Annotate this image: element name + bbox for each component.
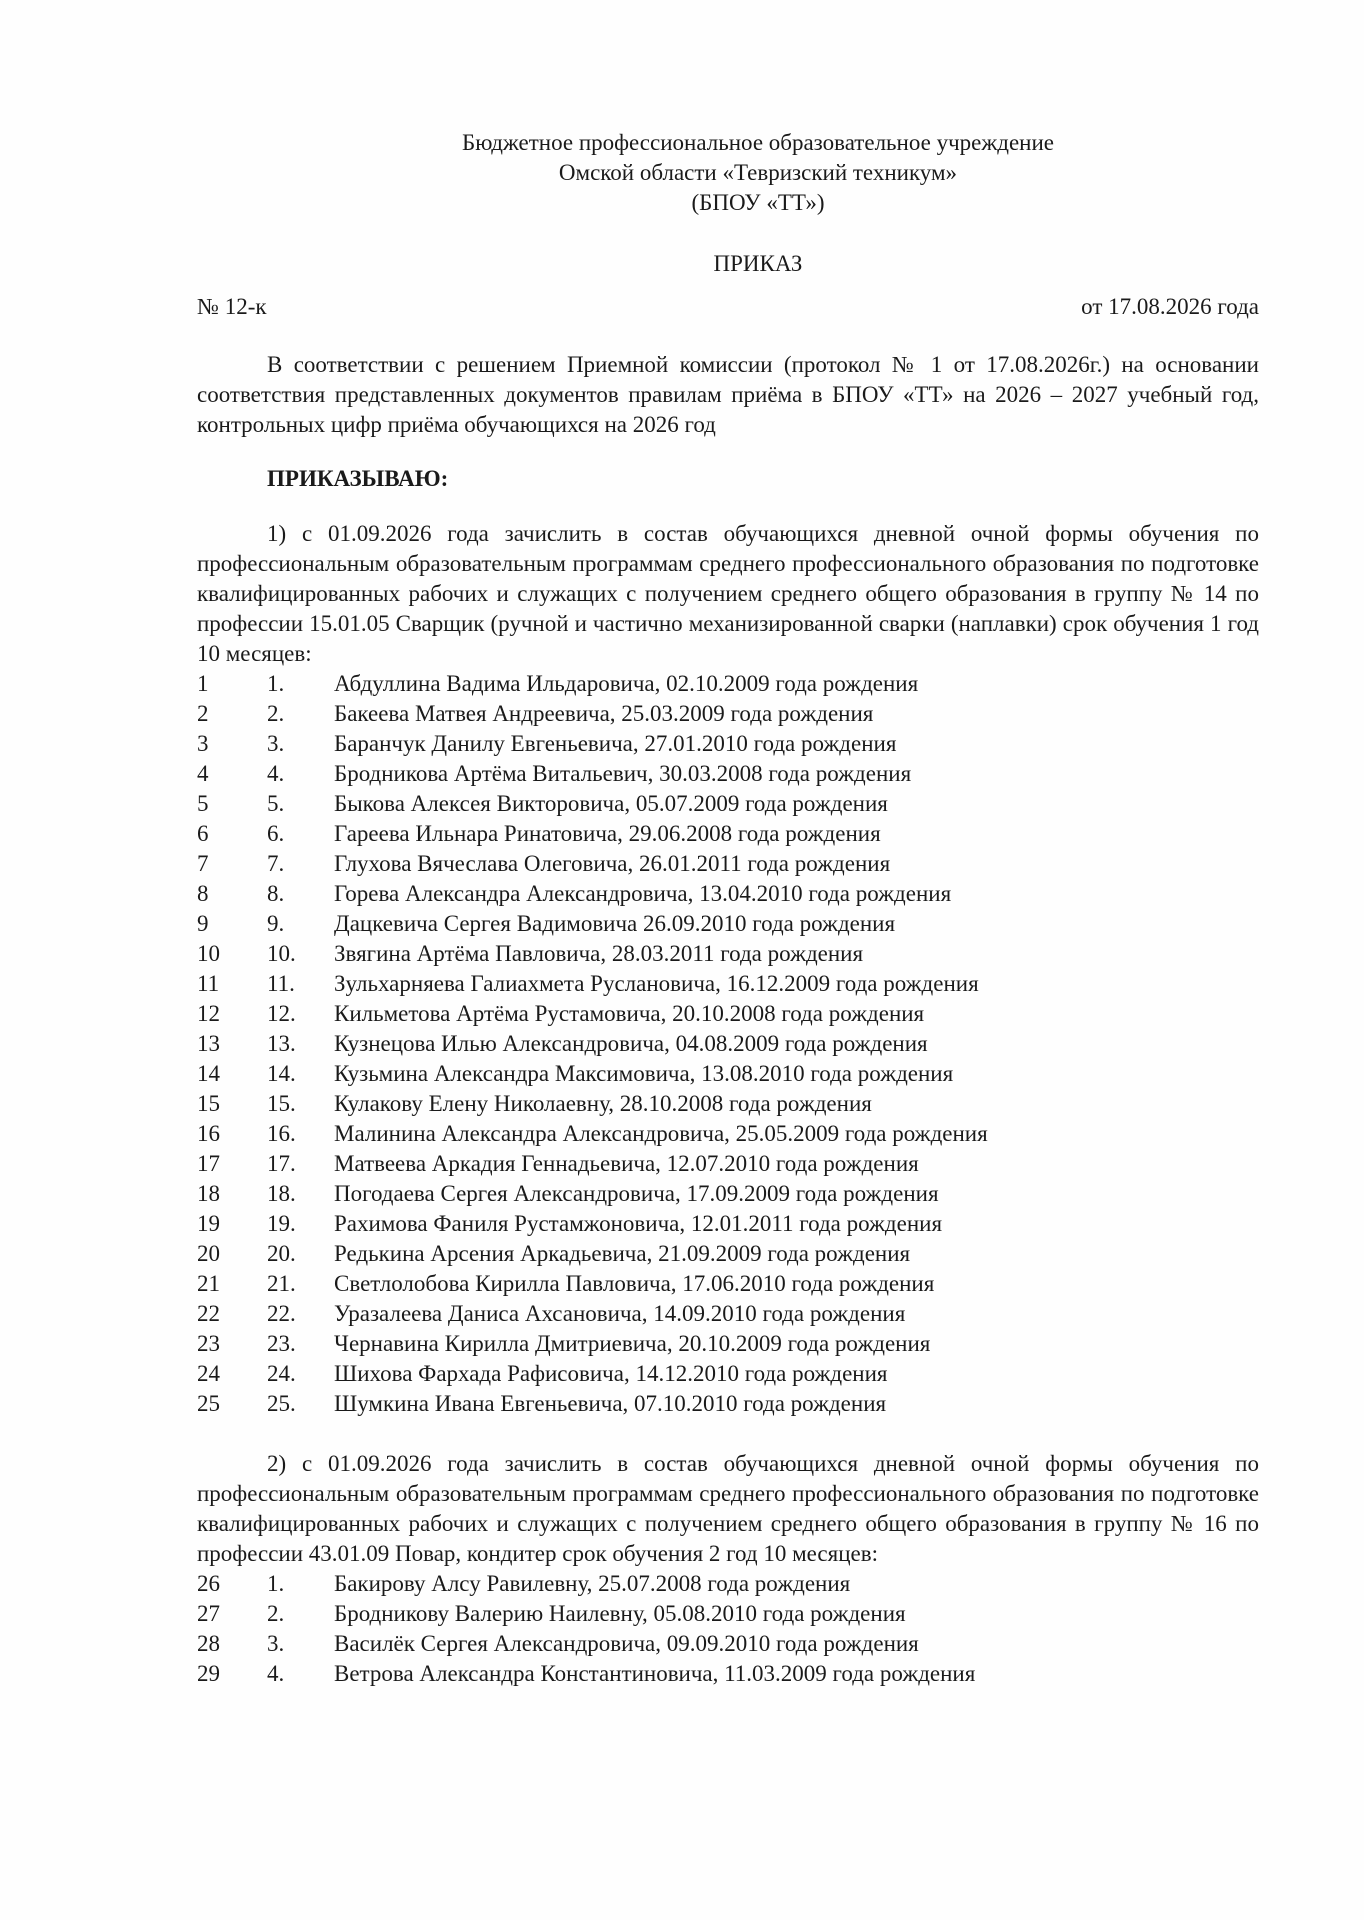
global-number: 11 <box>197 971 220 996</box>
global-number: 28 <box>197 1631 220 1656</box>
list-item <box>197 1569 1259 1599</box>
list-item <box>197 1179 1259 1209</box>
local-number: 24. <box>267 1361 296 1386</box>
local-number: 21. <box>267 1271 296 1296</box>
student-entry: Кузнецова Илью Александровича, 04.08.2009 года рождения <box>334 1031 928 1056</box>
local-number: 14. <box>267 1061 296 1086</box>
student-entry: Матвеева Аркадия Геннадьевича, 12.07.2010 года рождения <box>334 1151 919 1176</box>
global-number: 9 <box>197 911 209 936</box>
institution-name-line-2: Омской области «Тевризский техникум» <box>558 160 958 185</box>
clause-1-text: 1) с 01.09.2026 года зачислить в состав обучающихся дневной очной формы обучения по профессиональным образовательным программам среднего профессионального образования по подготовке квалифицированных рабочих и служащих с получением среднего общего образования в группу № 14 по профессии 15.01.05 Сварщик (ручной и частично механизированной сварки (наплавки) срок обучения 1 год 10 месяцев: <box>197 521 1259 666</box>
local-number: 10. <box>267 941 296 966</box>
order-number: № 12-к <box>197 294 267 319</box>
local-number: 16. <box>267 1121 296 1146</box>
student-entry: Кильметова Артёма Рустамовича, 20.10.2008 года рождения <box>334 1001 925 1026</box>
local-number: 19. <box>267 1211 296 1236</box>
global-number: 19 <box>197 1211 220 1236</box>
local-number: 3. <box>267 731 285 756</box>
list-item <box>197 1359 1259 1389</box>
order-title: ПРИКАЗ <box>713 251 803 276</box>
local-number: 13. <box>267 1031 296 1056</box>
student-entry: Бродникову Валерию Наилевну, 05.08.2010 года рождения <box>334 1601 906 1626</box>
global-number: 23 <box>197 1331 220 1356</box>
student-entry: Кулакову Елену Николаевну, 28.10.2008 года рождения <box>334 1091 872 1116</box>
local-number: 8. <box>267 881 285 906</box>
student-entry: Бродникова Артёма Витальевич, 30.03.2008 года рождения <box>334 761 912 786</box>
institution-abbreviation: (БПОУ «ТТ») <box>691 190 825 215</box>
list-item <box>197 1209 1259 1239</box>
list-item <box>197 1059 1259 1089</box>
list-item <box>197 819 1259 849</box>
student-entry: Чернавина Кирилла Дмитриевича, 20.10.2009 года рождения <box>334 1331 931 1356</box>
list-item <box>197 699 1259 729</box>
global-number: 7 <box>197 851 209 876</box>
institution-header <box>257 128 1259 218</box>
student-entry: Рахимова Фаниля Рустамжоновича, 12.01.2011 года рождения <box>334 1211 943 1236</box>
global-number: 27 <box>197 1601 220 1626</box>
local-number: 11. <box>267 971 295 996</box>
local-number: 25. <box>267 1391 296 1416</box>
list-item <box>197 1149 1259 1179</box>
document-body <box>197 128 1259 1689</box>
global-number: 1 <box>197 671 209 696</box>
list-item <box>197 1659 1259 1689</box>
student-entry: Светлолобова Кирилла Павловича, 17.06.2010 года рождения <box>334 1271 935 1296</box>
list-item <box>197 1299 1259 1329</box>
global-number: 14 <box>197 1061 220 1086</box>
student-entry: Редькина Арсения Аркадьевича, 21.09.2009 года рождения <box>334 1241 911 1266</box>
order-date: от 17.08.2026 года <box>1081 294 1259 319</box>
local-number: 9. <box>267 911 285 936</box>
global-number: 21 <box>197 1271 220 1296</box>
list-item <box>197 1629 1259 1659</box>
decree-heading: ПРИКАЗЫВАЮ: <box>267 466 449 491</box>
local-number: 3. <box>267 1631 285 1656</box>
list-item <box>197 939 1259 969</box>
global-number: 6 <box>197 821 209 846</box>
global-number: 13 <box>197 1031 220 1056</box>
global-number: 10 <box>197 941 220 966</box>
local-number: 18. <box>267 1181 296 1206</box>
local-number: 17. <box>267 1151 296 1176</box>
list-item <box>197 729 1259 759</box>
student-entry: Кузьмина Александра Максимовича, 13.08.2010 года рождения <box>334 1061 954 1086</box>
list-item <box>197 669 1259 699</box>
global-number: 12 <box>197 1001 220 1026</box>
list-item <box>197 1239 1259 1269</box>
global-number: 24 <box>197 1361 220 1386</box>
list-item <box>197 1119 1259 1149</box>
list-item <box>197 1029 1259 1059</box>
global-number: 22 <box>197 1301 220 1326</box>
student-entry: Дацкевича Сергея Вадимовича 26.09.2010 года рождения <box>334 911 896 936</box>
local-number: 5. <box>267 791 285 816</box>
student-entry: Гареева Ильнара Ринатовича, 29.06.2008 года рождения <box>334 821 881 846</box>
student-entry: Глухова Вячеслава Олеговича, 26.01.2011 года рождения <box>334 851 891 876</box>
list-item <box>197 1329 1259 1359</box>
student-entry: Зульхарняева Галиахмета Руслановича, 16.12.2009 года рождения <box>334 971 979 996</box>
student-entry: Уразалеева Даниса Ахсановича, 14.09.2010 года рождения <box>334 1301 906 1326</box>
local-number: 4. <box>267 761 285 786</box>
global-number: 29 <box>197 1661 220 1686</box>
list-item <box>197 789 1259 819</box>
local-number: 22. <box>267 1301 296 1326</box>
list-item <box>197 1389 1259 1419</box>
clause-2-student-list <box>197 1569 1259 1689</box>
local-number: 12. <box>267 1001 296 1026</box>
student-entry: Бакирову Алсу Равилевну, 25.07.2008 года рождения <box>334 1571 851 1596</box>
global-number: 3 <box>197 731 209 756</box>
global-number: 8 <box>197 881 209 906</box>
local-number: 1. <box>267 671 285 696</box>
global-number: 20 <box>197 1241 220 1266</box>
list-item <box>197 849 1259 879</box>
global-number: 2 <box>197 701 209 726</box>
global-number: 18 <box>197 1181 220 1206</box>
list-item <box>197 1599 1259 1629</box>
list-item <box>197 909 1259 939</box>
list-item <box>197 759 1259 789</box>
student-entry: Абдуллина Вадима Ильдаровича, 02.10.2009 года рождения <box>334 671 919 696</box>
clause-2-text: 2) с 01.09.2026 года зачислить в состав обучающихся дневной очной формы обучения по профессиональным образовательным программам среднего профессионального образования по подготовке квалифицированных рабочих и служащих с получением среднего общего образования в группу № 16 по профессии 43.01.09 Повар, кондитер срок обучения 2 год 10 месяцев: <box>197 1451 1259 1566</box>
student-entry: Шумкина Ивана Евгеньевича, 07.10.2010 года рождения <box>334 1391 887 1416</box>
local-number: 1. <box>267 1571 285 1596</box>
local-number: 2. <box>267 1601 285 1626</box>
local-number: 4. <box>267 1661 285 1686</box>
order-number-row <box>197 292 1259 322</box>
list-item <box>197 999 1259 1029</box>
student-entry: Шихова Фархада Рафисовича, 14.12.2010 года рождения <box>334 1361 888 1386</box>
student-entry: Баранчук Данилу Евгеньевича, 27.01.2010 года рождения <box>334 731 897 756</box>
global-number: 17 <box>197 1151 220 1176</box>
student-entry: Ветрова Александра Константиновича, 11.03.2009 года рождения <box>334 1661 976 1686</box>
global-number: 5 <box>197 791 209 816</box>
list-item <box>197 879 1259 909</box>
list-item <box>197 969 1259 999</box>
student-entry: Горева Александра Александровича, 13.04.2010 года рождения <box>334 881 952 906</box>
student-entry: Быкова Алексея Викторовича, 05.07.2009 года рождения <box>334 791 888 816</box>
student-entry: Василёк Сергея Александровича, 09.09.2010 года рождения <box>334 1631 919 1656</box>
list-item <box>197 1089 1259 1119</box>
student-entry: Звягина Артёма Павловича, 28.03.2011 года рождения <box>334 941 864 966</box>
student-entry: Бакеева Матвея Андреевича, 25.03.2009 года рождения <box>334 701 874 726</box>
student-entry: Погодаева Сергея Александровича, 17.09.2009 года рождения <box>334 1181 939 1206</box>
student-entry: Малинина Александра Александровича, 25.05.2009 года рождения <box>334 1121 988 1146</box>
list-item <box>197 1269 1259 1299</box>
clause-1-student-list <box>197 669 1259 1419</box>
global-number: 4 <box>197 761 209 786</box>
local-number: 7. <box>267 851 285 876</box>
global-number: 25 <box>197 1391 220 1416</box>
local-number: 6. <box>267 821 285 846</box>
global-number: 26 <box>197 1571 220 1596</box>
institution-name-line-1: Бюджетное профессиональное образовательное учреждение <box>462 130 1054 155</box>
local-number: 2. <box>267 701 285 726</box>
global-number: 15 <box>197 1091 220 1116</box>
preamble-paragraph: В соответствии с решением Приемной комиссии (протокол № 1 от 17.08.2026г.) на основании соответствия представленных документов правилам приёма в БПОУ «ТТ» на 2026 – 2027 учебный год, контрольных цифр приёма обучающихся на 2026 год <box>197 352 1259 437</box>
local-number: 23. <box>267 1331 296 1356</box>
local-number: 20. <box>267 1241 296 1266</box>
local-number: 15. <box>267 1091 296 1116</box>
global-number: 16 <box>197 1121 220 1146</box>
